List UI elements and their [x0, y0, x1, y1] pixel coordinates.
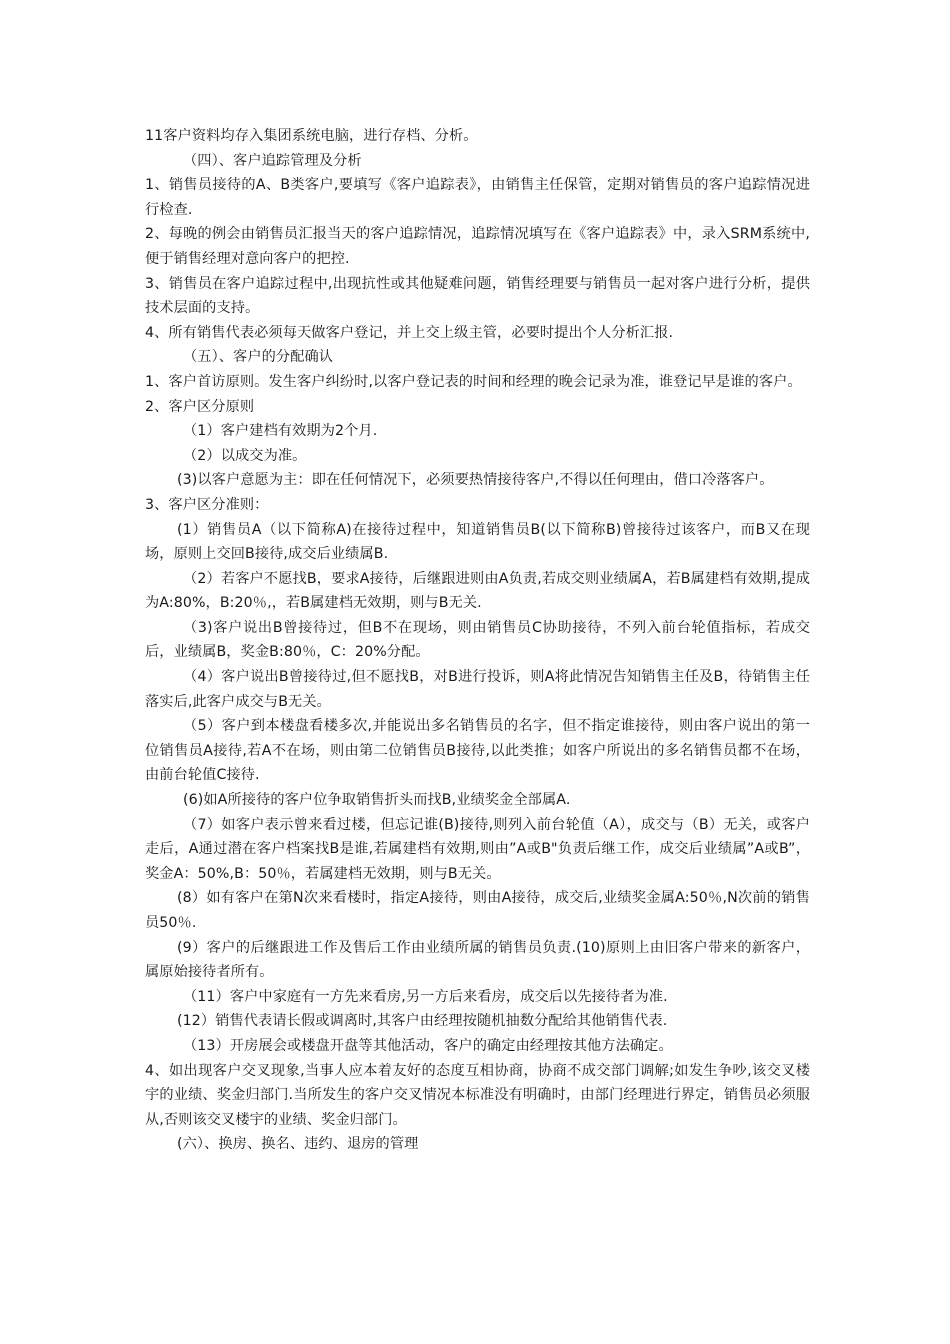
paragraph-distinction-principle: 2、客户区分原则 — [145, 398, 255, 415]
criteria-item-9-10: (9）客户的后继跟进工作及售后工作由业绩所属的销售员负责.(10)原则上由旧客户带来的新客户，属原始接待者所有。 — [145, 939, 810, 981]
paragraph-archive-note: 11客户资料均存入集团系统电脑，进行存档、分析。 — [145, 128, 478, 144]
principle-item-2: （2）以成交为准。 — [183, 447, 307, 464]
criteria-item-12: (12）销售代表请长假或调离时,其客户由经理按随机抽数分配给其他销售代表. — [177, 1013, 668, 1030]
paragraph-first-visit-rule: 1、客户首访原则。发生客户纠纷时,以客户登记表的时间和经理的晚会记录为准，谁登记早是谁的客户。 — [145, 373, 802, 390]
paragraph-distinction-criteria: 3、客户区分准则： — [145, 496, 269, 513]
criteria-item-8: (8）如有客户在第N次来看楼时，指定A接待，则由A接待，成交后,业绩奖金属A:50％,N次前的销售员50％. — [145, 890, 810, 931]
principle-item-3: (3)以客户意愿为主：即在任何情况下，必须要热情接待客户,不得以任何理由，借口冷落客户。 — [177, 472, 774, 489]
criteria-item-7: （7）如客户表示曾来看过楼，但忘记谁(B)接待,则列入前台轮值（A），成交与（B）无关，或客户走后，A通过潜在客户档案找B是谁,若属建档有效期,则由”A或B"负责后继工作，成交后业绩属”A或B”，奖金A：50%,B：50％，若属建档无效期，则与B无关。 — [145, 816, 810, 882]
section-heading-5: （五）、客户的分配确认 — [183, 349, 334, 366]
paragraph-tracking-2: 2、每晚的例会由销售员汇报当天的客户追踪情况，追踪情况填写在《客户追踪表》中，录入SRM系统中,便于销售经理对意向客户的把控. — [145, 226, 810, 267]
section-heading-6: (六）、换房、换名、违约、退房的管理 — [177, 1136, 419, 1153]
criteria-item-3: （3)客户说出B曾接待过，但B不在现场，则由销售员C协助接待，不列入前台轮值指标，若成交后，业绩属B，奖金B:80％，C：20%分配。 — [145, 619, 810, 661]
criteria-item-1: (1）销售员A（以下简称A)在接待过程中，知道销售员B(以下简称B)曾接待过该客户，而B又在现场，原则上交回B接待,成交后业绩属B. — [145, 521, 810, 563]
section-heading-4: （四）、客户追踪管理及分析 — [183, 152, 362, 169]
criteria-item-6: (6)如A所接待的客户位争取销售折头而找B,业绩奖金全部属A. — [183, 792, 571, 809]
criteria-item-13: （13）开房展会或楼盘开盘等其他活动，客户的确定由经理按其他方法确定。 — [183, 1037, 673, 1054]
criteria-item-11: （11）客户中家庭有一方先来看房,另一方后来看房，成交后以先接待者为准. — [183, 988, 668, 1005]
paragraph-tracking-1: 1、销售员接待的A、B类客户,要填写《客户追踪表》，由销售主任保管，定期对销售员的客户追踪情况进行检查. — [145, 177, 810, 218]
criteria-item-5: （5）客户到本楼盘看楼多次,并能说出多名销售员的名字，但不指定谁接待，则由客户说出的第一位销售员A接待,若A不在场，则由第二位销售员B接待,以此类推；如客户所说出的多名销售员都不在场，由前台轮值C接待. — [145, 718, 810, 784]
principle-item-1: （1）客户建档有效期为2个月. — [183, 423, 378, 440]
criteria-item-2: （2）若客户不愿找B，要求A接待，后继跟进则由A负责,若成交则业绩属A，若B属建档有效期,提成为A:80%，B:20％,，若B属建档无效期，则与B无关. — [145, 570, 810, 612]
document-body — [145, 124, 810, 1157]
paragraph-tracking-4: 4、所有销售代表必须每天做客户登记，并上交上级主管，必要时提出个人分析汇报. — [145, 324, 674, 341]
criteria-item-4: （4）客户说出B曾接待过,但不愿找B，对B进行投诉，则A将此情况告知销售主任及B，待销售主任落实后,此客户成交与B无关。 — [145, 669, 810, 710]
paragraph-cross-customer: 4、如出现客户交叉现象,当事人应本着友好的态度互相协商，协商不成交部门调解;如发生争吵,该交叉楼宇的业绩、奖金归部门.当所发生的客户交叉情况本标准没有明确时，由部门经理进行界定，销售员必须服从,否则该交叉楼宇的业绩、奖金归部门。 — [145, 1062, 810, 1128]
paragraph-tracking-3: 3、销售员在客户追踪过程中,出现抗性或其他疑难问题，销售经理要与销售员一起对客户进行分析，提供技术层面的支持。 — [145, 275, 810, 317]
